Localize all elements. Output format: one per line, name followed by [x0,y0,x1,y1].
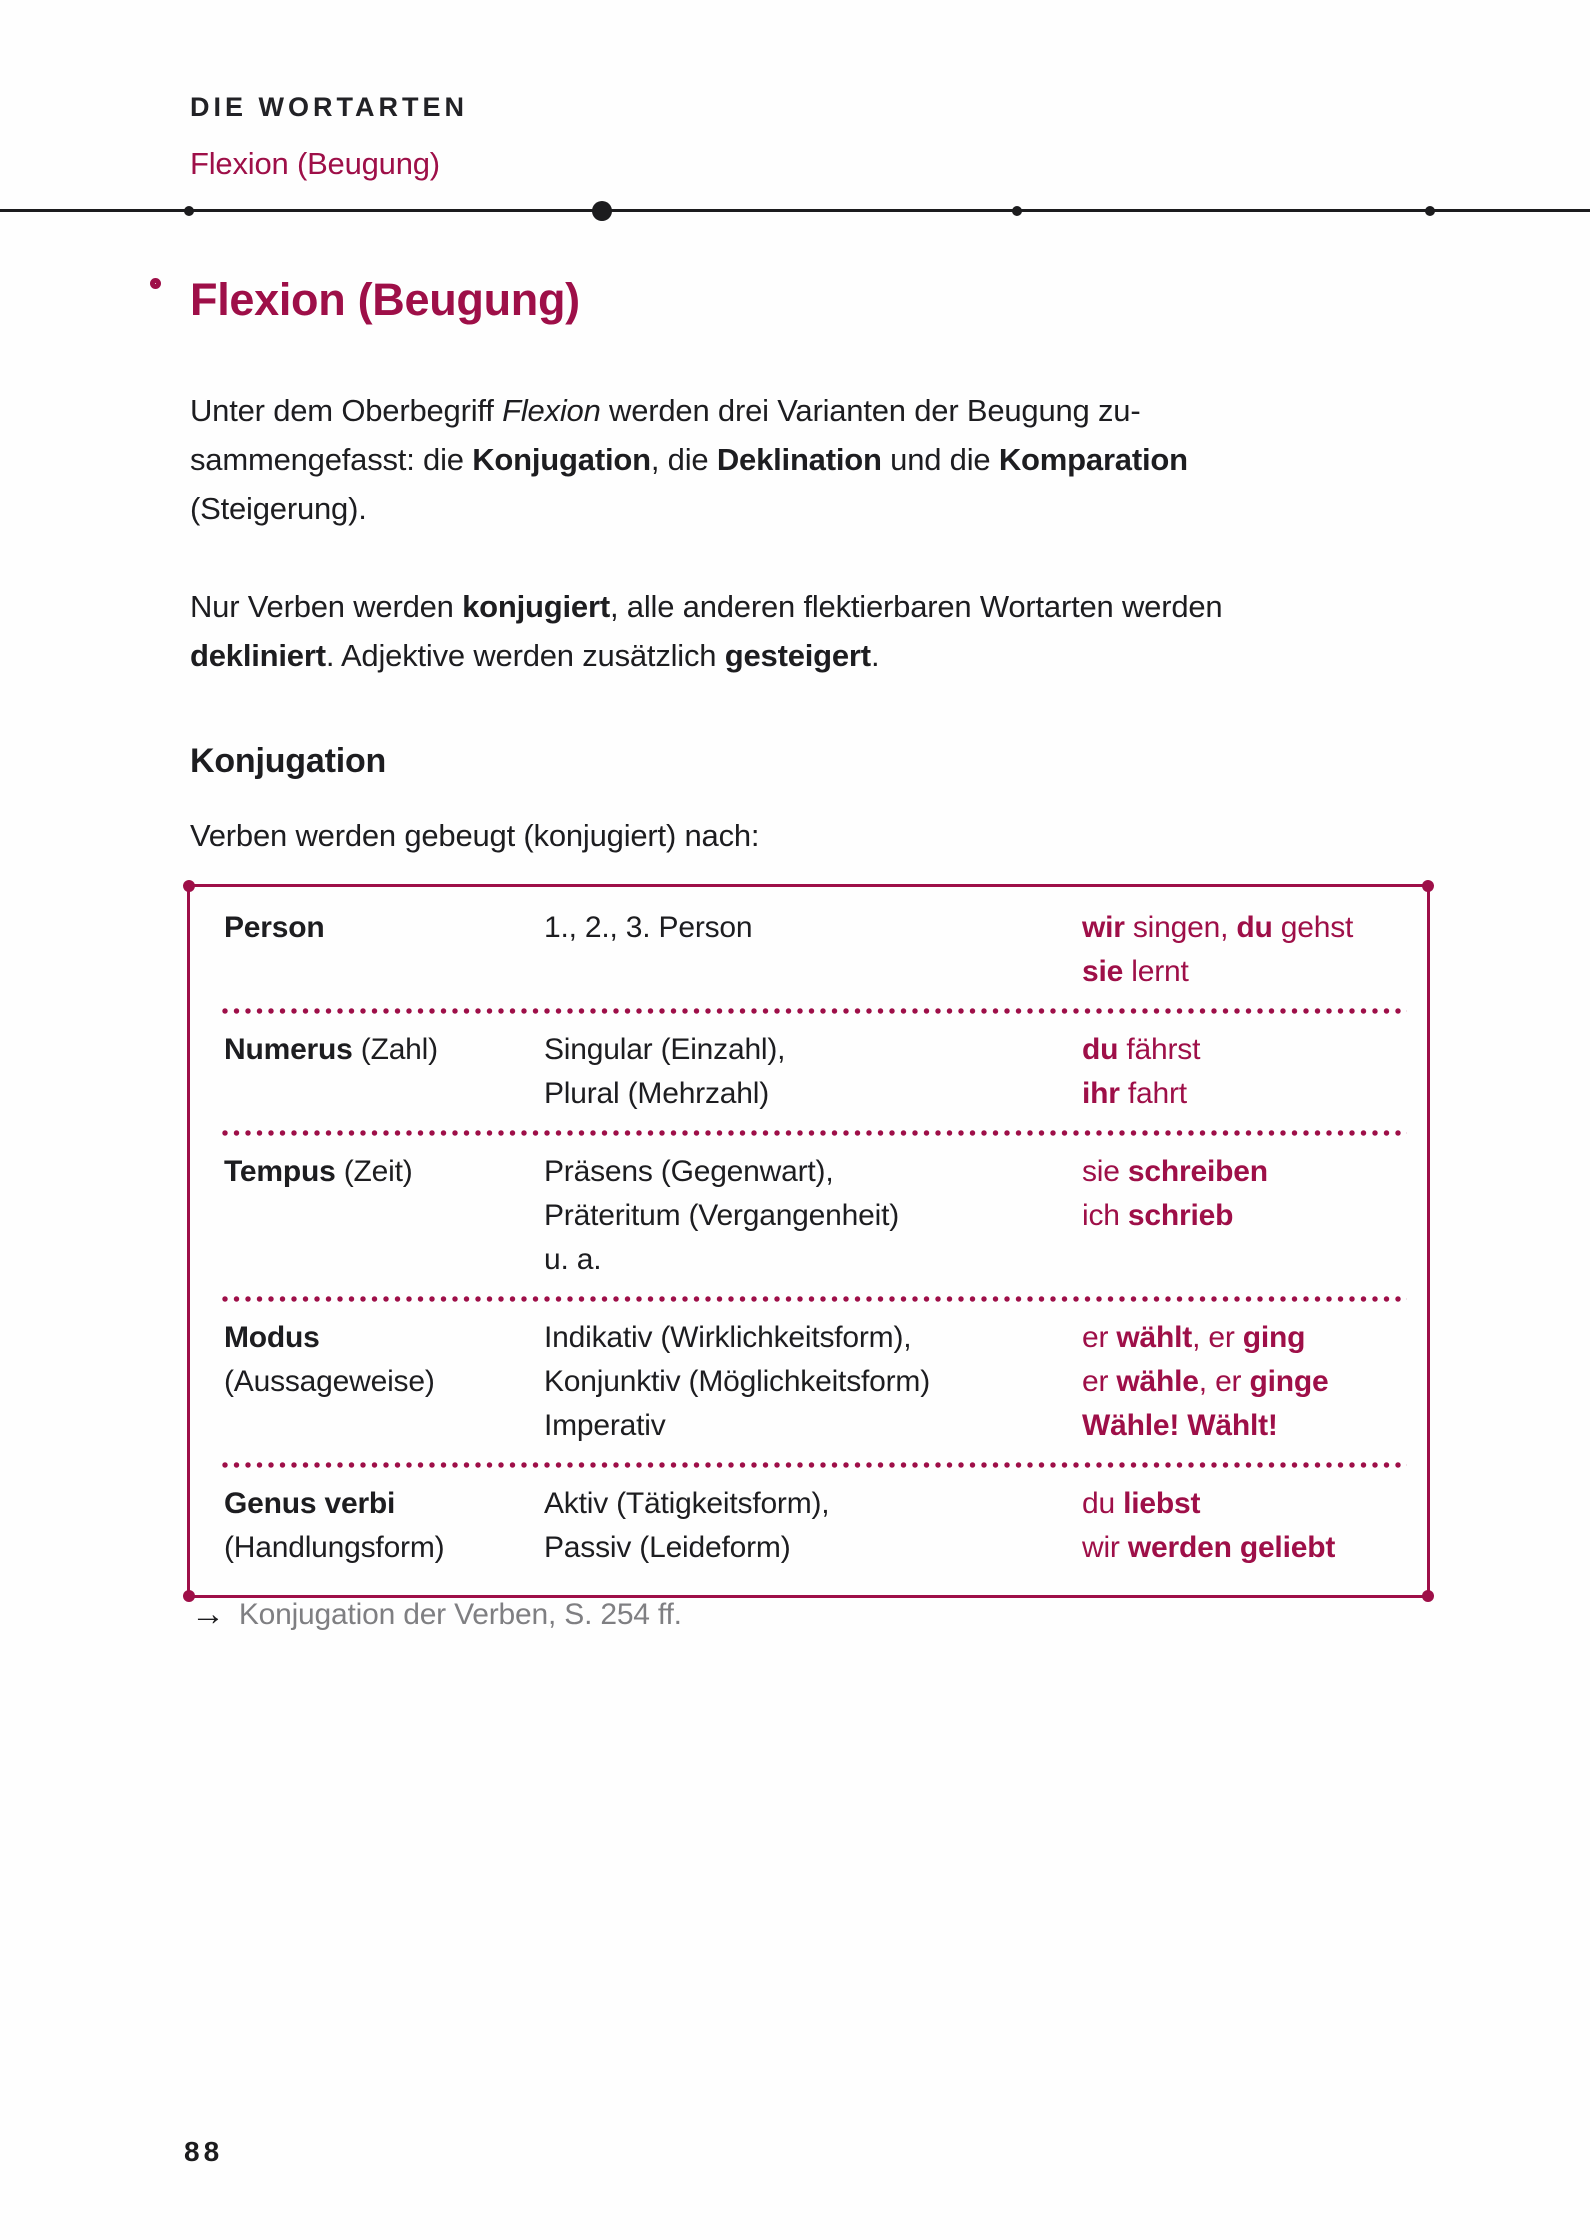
table-row-person [190,895,1427,1005]
page-title-text: Flexion (Beugung) [190,274,580,325]
cross-reference [191,1596,682,1632]
text-line: (Aussageweise) [224,1365,435,1398]
cross-reference-text: Konjugation der Verben, S. 254 ff. [238,1598,682,1631]
cell-forms [544,1316,1082,1448]
dotted-row-separator [222,1296,1407,1302]
text-line: du fährst [1082,1033,1201,1066]
intro-paragraph-2 [190,582,1450,680]
text-line: Genus verbi [224,1487,396,1520]
page-kicker: DIE WORTARTEN [190,92,468,122]
arrow-right-icon: → [191,1595,225,1633]
text-line: sammengefasst: die Konjugation, die Deklination und die Komparation [190,442,1188,477]
cell-examples [1082,1150,1417,1238]
conjugation-table [187,884,1430,1598]
ring-icon [150,278,161,289]
cell-category [224,1150,544,1194]
text-line: Modus [224,1321,320,1354]
text-line: Unter dem Oberbegriff Flexion werden drei Varianten der Beugung zu- [190,393,1141,428]
rule-dot-icon [184,206,194,216]
dotted-row-separator [222,1008,1407,1014]
cell-forms [544,1150,1082,1282]
table-row-tempus [190,1139,1427,1293]
cell-category [224,1028,544,1072]
rule-dot-large-icon [592,201,612,221]
text-line: Nur Verben werden konjugiert, alle anderen flektierbaren Wortarten werden [190,589,1223,624]
section-heading: Konjugation [190,742,387,780]
text-line: Passiv (Leideform) [544,1531,791,1564]
table-row-modus [190,1305,1427,1459]
cell-category [224,906,544,950]
dotted-row-separator [222,1462,1407,1468]
table-row-numerus [190,1017,1427,1127]
text-line: Numerus (Zahl) [224,1033,438,1066]
cell-examples [1082,1316,1417,1448]
text-line: Plural (Mehrzahl) [544,1077,769,1110]
page-number: 88 [184,2136,224,2167]
page-title [190,274,580,326]
table-row-genus-verbi [190,1471,1427,1581]
table-corner-dot-icon [1422,880,1434,892]
text-line: wir singen, du gehst [1082,911,1354,944]
cell-examples [1082,906,1417,994]
text-line: Aktiv (Tätigkeitsform), [544,1487,830,1520]
text-line: ihr fahrt [1082,1077,1187,1110]
cell-forms [544,1028,1082,1116]
text-line: Person [224,911,325,944]
text-line: er wählt, er ging [1082,1321,1306,1354]
text-line: er wähle, er ginge [1082,1365,1329,1398]
text-line: Imperativ [544,1409,666,1442]
text-line: (Handlungsform) [224,1531,445,1564]
cell-examples [1082,1028,1417,1116]
cell-category [224,1316,544,1404]
text-line: Präteritum (Vergangenheit) [544,1199,899,1232]
chapter-subtitle: Flexion (Beugung) [190,146,440,181]
text-line: sie schreiben [1082,1155,1268,1188]
text-line: Konjunktiv (Möglichkeitsform) [544,1365,930,1398]
rule-dot-icon [1425,206,1435,216]
text-line: Singular (Einzahl), [544,1033,786,1066]
text-line: Tempus (Zeit) [224,1155,413,1188]
text-line: Präsens (Gegenwart), [544,1155,834,1188]
text-line: (Steigerung). [190,491,367,526]
cell-forms [544,1482,1082,1570]
text-line: wir werden geliebt [1082,1531,1336,1564]
cell-examples [1082,1482,1417,1570]
text-line: Wähle! Wählt! [1082,1409,1278,1442]
table-corner-dot-icon [183,880,195,892]
text-line: dekliniert. Adjektive werden zusätzlich gesteigert. [190,638,880,673]
rule-dot-icon [1012,206,1022,216]
cell-forms [544,906,1082,950]
table-lead-text: Verben werden gebeugt (konjugiert) nach: [190,818,760,853]
text-line: Indikativ (Wirklichkeitsform), [544,1321,912,1354]
cell-category [224,1482,544,1570]
header-rule [0,209,1590,212]
dotted-row-separator [222,1130,1407,1136]
text-line: u. a. [544,1243,602,1276]
text-line: sie lernt [1082,955,1189,988]
text-line: du liebst [1082,1487,1201,1520]
intro-paragraph-1 [190,386,1450,533]
text-line: ich schrieb [1082,1199,1234,1232]
text-line: 1., 2., 3. Person [544,911,753,944]
table-corner-dot-icon [1422,1590,1434,1602]
